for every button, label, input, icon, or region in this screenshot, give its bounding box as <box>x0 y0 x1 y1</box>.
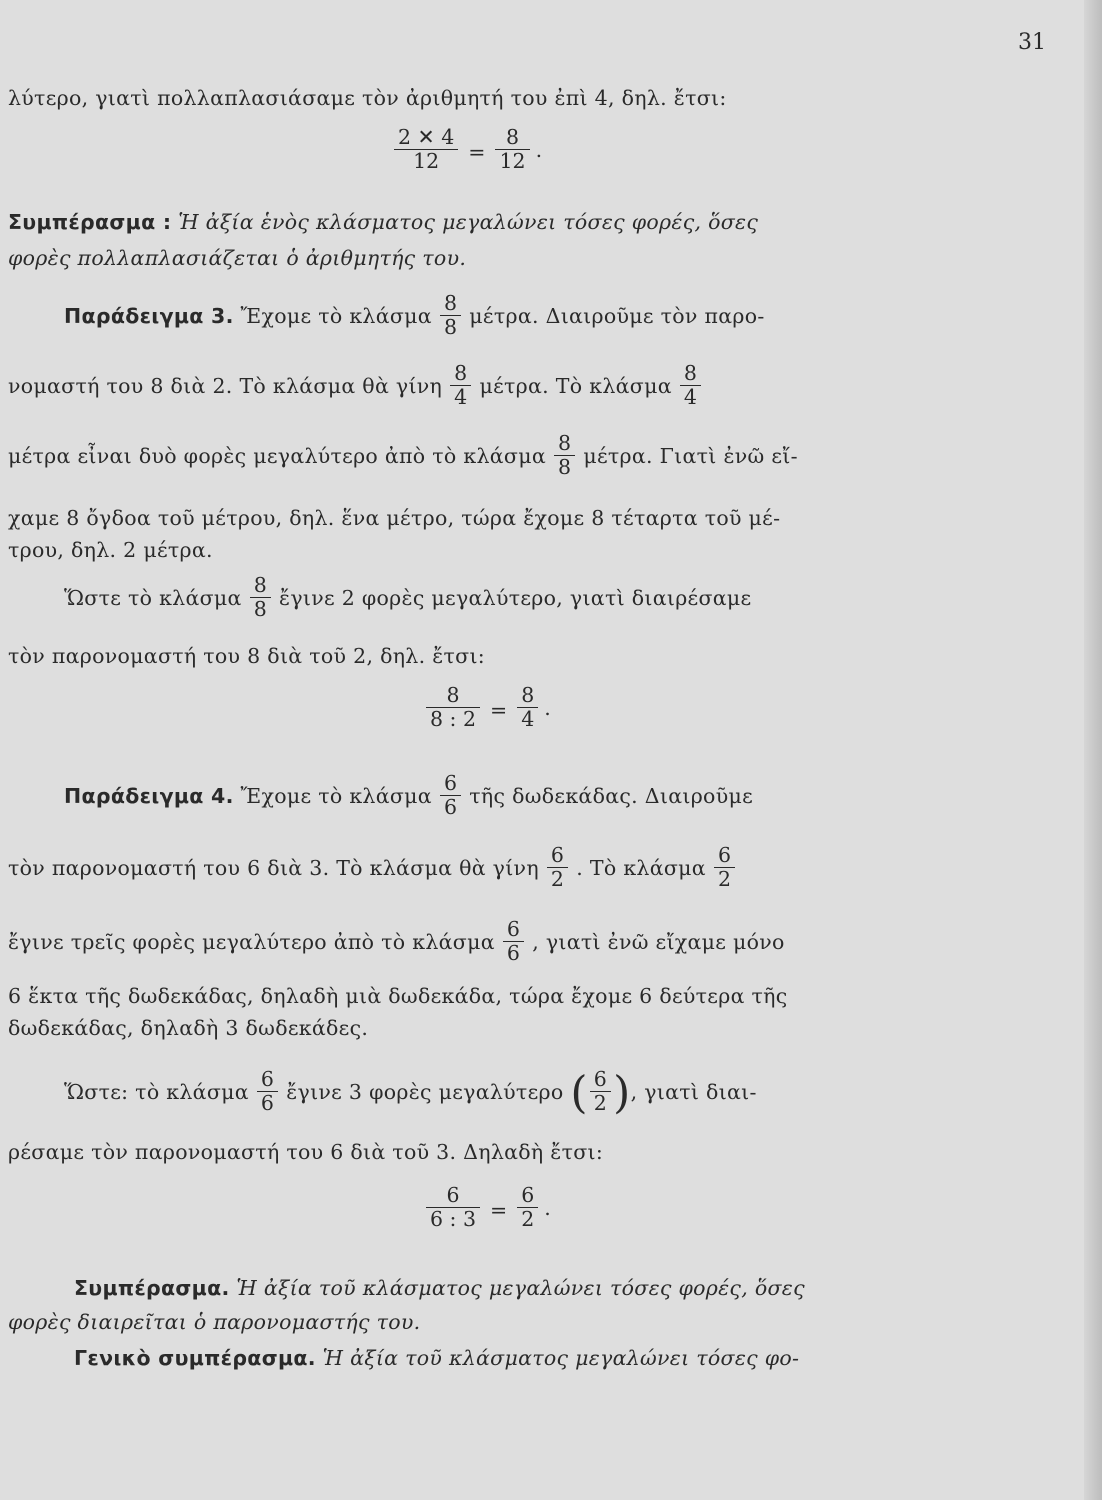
so-line-3: Ὥστε: τὸ κλάσμα $\frac{6}{6}$ ἔγινε 3 φορὲς μεγαλύτερο ( $\frac{6}{2}$ ), γιατὶ διαι- <box>64 1067 757 1119</box>
fraction: $\frac{8}{8}$ <box>554 432 575 479</box>
example-4-line-4: 6 ἕκτα τῆς δωδεκάδας, δηλαδὴ μιὰ δωδεκάδα, τώρα ἔχομε 6 δεύτερα τῆς <box>8 984 788 1008</box>
example-4-line-3: ἔγινε τρεῖς φορὲς μεγαλύτερο ἀπὸ τὸ κλάσμα $\frac{6}{6}$ , γιατὶ ἐνῶ εἴχαμε μόνο <box>8 917 785 965</box>
fraction: $\frac{6}{6 : 3}$ <box>426 1184 480 1231</box>
fraction: $\frac{6}{6}$ <box>440 772 461 819</box>
example-3-line-5: τρου, δηλ. 2 μέτρα. <box>8 538 213 562</box>
fraction: $\frac{6}{2}$ <box>714 844 735 891</box>
example-4-label: Παράδειγμα 4. <box>64 784 234 808</box>
conclusion-label: Συμπέρασμα : <box>8 210 172 234</box>
equation-3: $\frac{6}{6 : 3}$ = $\frac{6}{2}$ . <box>420 1186 551 1233</box>
general-conclusion: Γενικὸ συμπέρασμα. Ἡ ἀξία τοῦ κλάσματος μεγαλώνει τόσες φο- <box>74 1346 800 1370</box>
page-number: 31 <box>1018 30 1046 55</box>
fraction: $\frac{8}{8}$ <box>440 292 461 339</box>
fraction: $\frac{8}{4}$ <box>517 684 538 731</box>
so-line-4: ρέσαμε τὸν παρονομαστή του 6 διὰ τοῦ 3. Δηλαδὴ ἔτσι: <box>8 1140 604 1164</box>
example-4-line-5: δωδεκάδας, δηλαδὴ 3 δωδεκάδες. <box>8 1016 369 1040</box>
example-3-line-1: Παράδειγμα 3. Ἔχομε τὸ κλάσμα $\frac{8}{8}$ μέτρα. Διαιροῦμε τὸν παρο- <box>64 291 765 339</box>
conclusion-1: Συμπέρασμα : Ἡ ἀξία ἑνὸς κλάσματος μεγαλώνει τόσες φορές, ὅσες <box>8 210 759 234</box>
fraction: $\frac{8}{8 : 2}$ <box>426 684 480 731</box>
fraction: $\frac{8}{4}$ <box>450 362 471 409</box>
example-3-line-4: χαμε 8 ὄγδοα τοῦ μέτρου, δηλ. ἕνα μέτρο, τώρα ἔχομε 8 τέταρτα τοῦ μέ- <box>8 506 781 530</box>
example-3-label: Παράδειγμα 3. <box>64 304 234 328</box>
conclusion-2: Συμπέρασμα. Ἡ ἀξία τοῦ κλάσματος μεγαλώνει τόσες φορές, ὅσες <box>74 1276 805 1300</box>
conclusion-label: Συμπέρασμα. <box>74 1276 230 1300</box>
fraction: $\frac{2 ✕ 4}{12}$ <box>394 126 458 173</box>
example-3-line-2: νομαστή του 8 διὰ 2. Τὸ κλάσμα θὰ γίνη $\frac{8}{4}$ μέτρα. Τὸ κλάσμα $\frac{8}{4}$ <box>8 364 709 411</box>
equation-2: $\frac{8}{8 : 2}$ = $\frac{8}{4}$ . <box>420 686 551 733</box>
fraction: $\frac{8}{4}$ <box>680 362 701 409</box>
fraction: $\frac{6}{6}$ <box>503 918 524 965</box>
fraction: $\frac{6}{6}$ <box>257 1068 278 1115</box>
fraction: $\frac{6}{2}$ <box>547 844 568 891</box>
page-edge-shadow <box>1084 0 1102 1500</box>
so-line-2: τὸν παρονομαστή του 8 διὰ τοῦ 2, δηλ. ἔτσι: <box>8 644 486 668</box>
so-line-1: Ὥστε τὸ κλάσμα $\frac{8}{8}$ ἔγινε 2 φορὲς μεγαλύτερο, γιατὶ διαιρέσαμε <box>64 573 752 621</box>
example-3-line-3: μέτρα εἶναι δυὸ φορὲς μεγαλύτερο ἀπὸ τὸ κλάσμα $\frac{8}{8}$ μέτρα. Γιατὶ ἐνῶ εἴ- <box>8 431 798 479</box>
example-4-line-2: τὸν παρονομαστή του 6 διὰ 3. Τὸ κλάσμα θὰ γίνη $\frac{6}{2}$ . Τὸ κλάσμα $\frac{6}{2}$ <box>8 846 743 893</box>
conclusion-1-line-2: φορὲς πολλαπλασιάζεται ὁ ἀριθμητής του. <box>8 246 467 270</box>
fraction: $\frac{8}{12}$ <box>495 126 529 173</box>
example-4-line-1: Παράδειγμα 4. Ἔχομε τὸ κλάσμα $\frac{6}{6}$ τῆς δωδεκάδας. Διαιροῦμε <box>64 771 754 819</box>
conclusion-2-line-2: φορὲς διαιρεῖται ὁ παρονομαστής του. <box>8 1310 421 1334</box>
fraction: $\frac{6}{2}$ <box>590 1068 611 1115</box>
general-conclusion-label: Γενικὸ συμπέρασμα. <box>74 1346 316 1370</box>
text-line-1: λύτερο, γιατὶ πολλαπλασιάσαμε τὸν ἀριθμητή του ἐπὶ 4, δηλ. ἔτσι: <box>8 86 727 110</box>
fraction: $\frac{6}{2}$ <box>517 1184 538 1231</box>
fraction: $\frac{8}{8}$ <box>250 574 271 621</box>
equation-1: $\frac{2 ✕ 4}{12}$ = $\frac{8}{12}$ . <box>388 128 542 175</box>
